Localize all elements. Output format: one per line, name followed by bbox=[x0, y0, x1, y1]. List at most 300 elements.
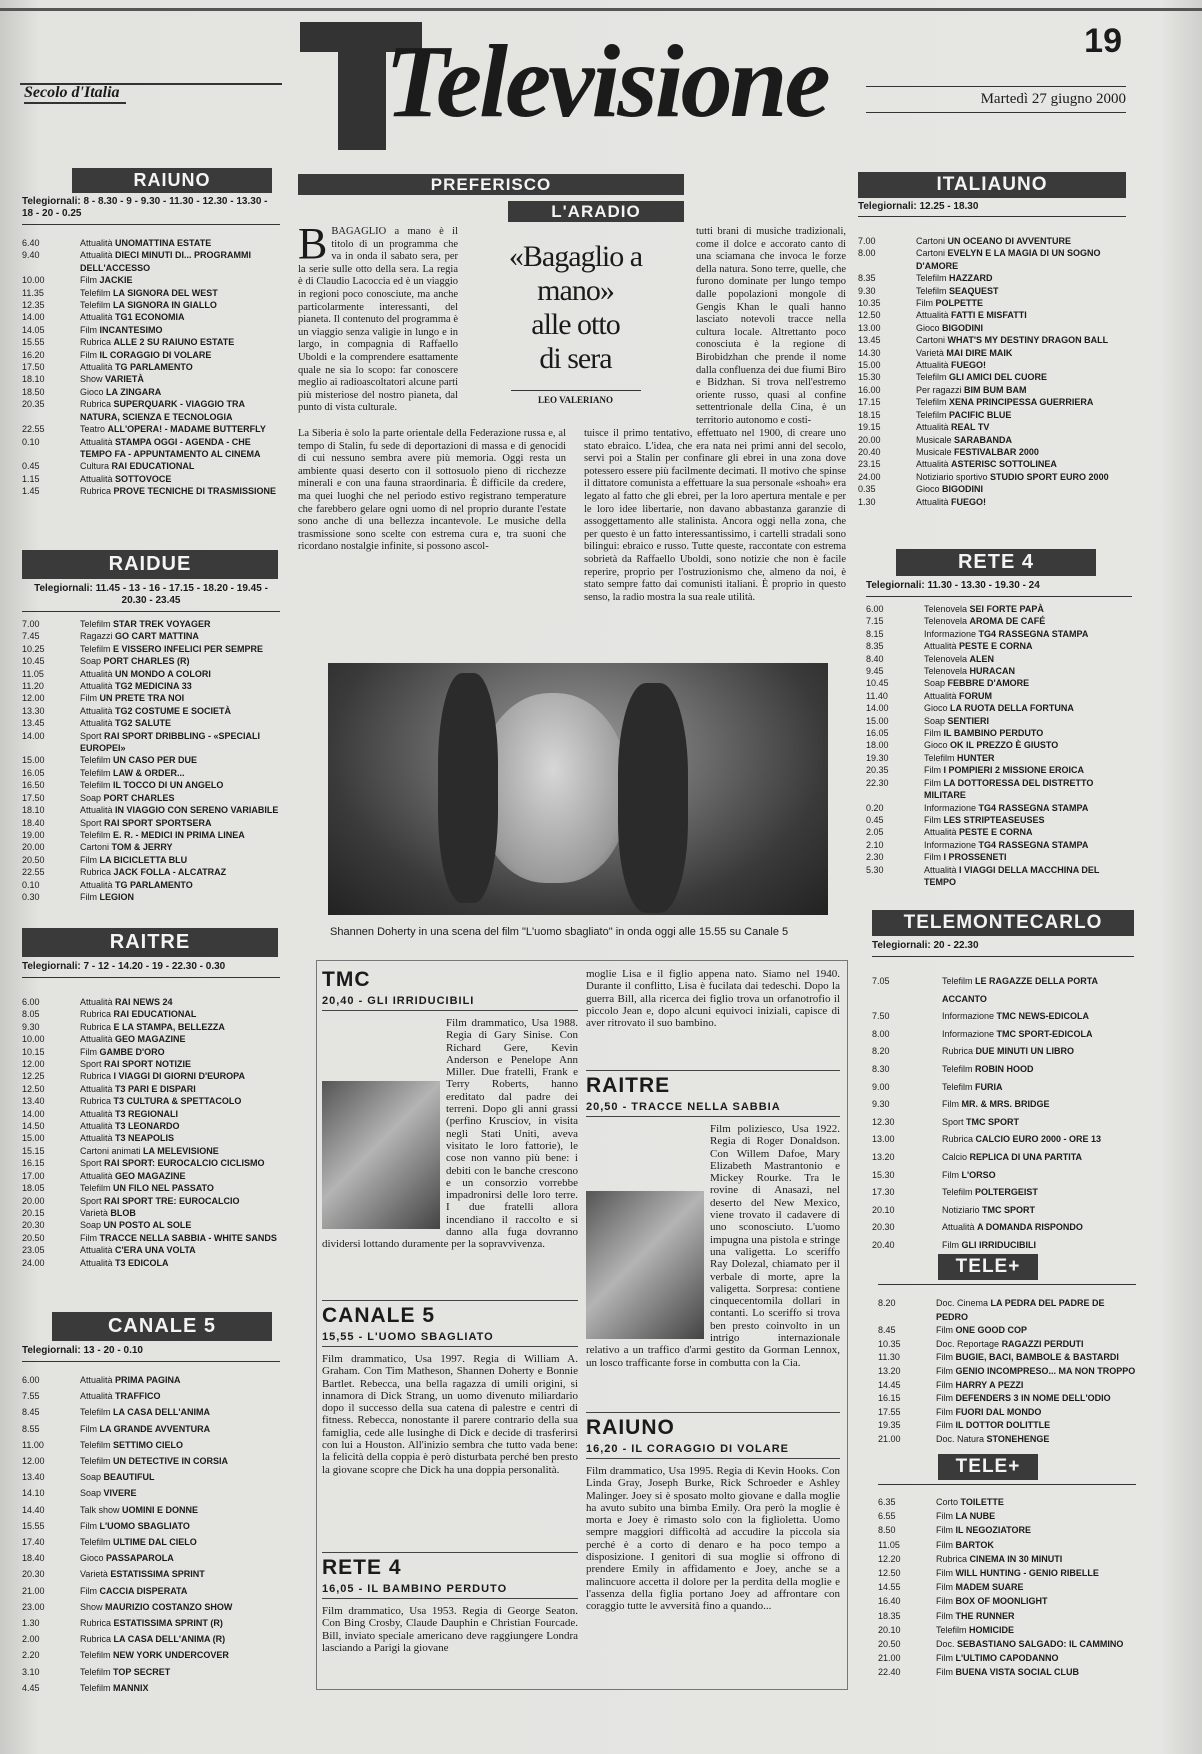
program-entry bbox=[80, 668, 280, 680]
program-title: PROVE TECNICHE DI TRASMISSIONE bbox=[113, 486, 277, 497]
telegiornali: Telegiornali: 20 - 22.30 bbox=[872, 936, 1134, 957]
program-genre: Telefilm bbox=[80, 619, 111, 629]
top-rule bbox=[0, 8, 1202, 11]
air-time: 9.45 bbox=[866, 666, 884, 677]
air-time: 13.45 bbox=[858, 335, 881, 346]
air-time: 8.30 bbox=[872, 1063, 890, 1074]
schedule-row bbox=[22, 692, 280, 704]
program-title: RAI NEWS 24 bbox=[115, 997, 173, 1007]
program-title: BIGODINI bbox=[942, 322, 984, 333]
schedule-row bbox=[22, 879, 280, 891]
air-time: 8.05 bbox=[22, 1009, 40, 1020]
air-time: 5.30 bbox=[866, 864, 884, 875]
schedule-row bbox=[22, 324, 280, 336]
schedule-row bbox=[866, 839, 1132, 851]
program-genre: Film bbox=[936, 1393, 953, 1404]
schedule-row bbox=[872, 1202, 1134, 1220]
air-time: 11.05 bbox=[878, 1539, 900, 1550]
air-time: 18.35 bbox=[878, 1610, 901, 1621]
schedule-row bbox=[878, 1433, 1136, 1447]
air-time: 14.40 bbox=[22, 1504, 45, 1515]
program-entry bbox=[942, 1008, 1134, 1026]
program-genre: Musicale bbox=[916, 434, 952, 445]
review-body: Film poliziesco, Usa 1922. Regia di Roger Donaldson. Con Willem Dafoe, Mary Elizabeth Mastrantonio e Mickey Rourke. Tra le rovine di Anasazi, nel deserto del New Mexico, viene trovato il cadavere di uno sconosciuto. L'uomo impugna una pistola e stringe una valigetta. Lo sceriffo Ray Dolezal, chiamato per il verbale di morte, apre la valigetta. Sorpresa: contiene cinquecentomila dollari in contanti. Lo sceriffo si trova ben presto coinvolto in un intrigo internazionale relativo a un traffico d'armi gestito da Gorman Lennox, un losco trafficante forse in combutta con la Cia. bbox=[586, 1123, 840, 1369]
program-entry bbox=[80, 705, 280, 717]
program-title: LES STRIPTEASEUSES bbox=[943, 814, 1045, 825]
program-entry bbox=[936, 1538, 1136, 1552]
air-time: 10.25 bbox=[22, 643, 45, 654]
program-genre: Cartoni bbox=[916, 335, 946, 346]
schedule-row bbox=[22, 386, 280, 398]
program-entry bbox=[936, 1665, 1136, 1679]
program-title: STUDIO SPORT EURO 2000 bbox=[990, 471, 1109, 482]
program-title: TOM & JERRY bbox=[111, 842, 173, 853]
program-title: THE RUNNER bbox=[955, 1610, 1015, 1621]
program-genre: Attualità bbox=[80, 805, 113, 816]
program-genre: Soap bbox=[924, 715, 946, 726]
masthead-logo: Secolo d'Italia bbox=[24, 84, 126, 104]
schedule-row bbox=[866, 777, 1132, 802]
schedule-row bbox=[22, 1550, 280, 1566]
program-entry bbox=[936, 1495, 1136, 1509]
air-time: 17.50 bbox=[22, 792, 45, 803]
program-genre: Film bbox=[936, 1352, 953, 1363]
schedule-list bbox=[872, 973, 1134, 1255]
program-genre: Attualità bbox=[80, 1375, 113, 1385]
air-time: 8.40 bbox=[866, 653, 884, 664]
program-entry bbox=[924, 665, 1132, 677]
program-entry bbox=[80, 655, 280, 667]
schedule-row bbox=[858, 285, 1126, 297]
air-time: 16.20 bbox=[22, 349, 45, 360]
program-genre: Talk show bbox=[80, 1504, 120, 1515]
program-entry bbox=[924, 802, 1132, 814]
schedule-row bbox=[22, 473, 280, 485]
air-time: 17.40 bbox=[22, 1537, 45, 1548]
review-slot: 15,55 - L'UOMO SBAGLIATO bbox=[322, 1331, 578, 1347]
air-time: 24.00 bbox=[22, 1257, 45, 1268]
schedule-list bbox=[878, 1297, 1136, 1447]
program-entry bbox=[916, 334, 1126, 346]
air-time: 17.55 bbox=[878, 1406, 901, 1417]
schedule-row bbox=[22, 1108, 280, 1120]
program-entry bbox=[80, 436, 280, 461]
program-title: ONE GOOD COP bbox=[955, 1325, 1028, 1336]
program-title: ULTIME DAL CIELO bbox=[113, 1537, 197, 1548]
channel-italiauno bbox=[858, 172, 1126, 508]
program-genre: Telenovela bbox=[924, 666, 968, 677]
air-time: 7.05 bbox=[872, 976, 890, 986]
air-time: 8.20 bbox=[872, 1046, 890, 1057]
schedule-row bbox=[858, 458, 1126, 470]
schedule-row bbox=[866, 677, 1132, 689]
program-genre: Film bbox=[80, 1423, 97, 1434]
air-time: 14.45 bbox=[878, 1379, 901, 1390]
program-entry bbox=[924, 715, 1132, 727]
schedule-row bbox=[872, 1008, 1134, 1026]
program-genre: Telefilm bbox=[80, 829, 111, 840]
program-title: ALLE 2 SU RAIUNO ESTATE bbox=[113, 337, 235, 348]
program-entry bbox=[80, 1219, 280, 1231]
program-genre: Telenovela bbox=[924, 616, 968, 627]
review-channel: CANALE 5 bbox=[322, 1300, 578, 1328]
program-genre: Film bbox=[942, 1099, 959, 1110]
schedule-row bbox=[22, 1534, 280, 1550]
program-title: PORT CHARLES (R) bbox=[103, 656, 190, 667]
program-entry bbox=[80, 1388, 280, 1404]
program-entry bbox=[916, 309, 1126, 321]
schedule-row bbox=[22, 311, 280, 323]
program-title: SARABANDA bbox=[954, 434, 1013, 445]
program-genre: Telefilm bbox=[916, 409, 947, 420]
program-genre: Attualità bbox=[80, 362, 113, 373]
schedule-row bbox=[866, 615, 1132, 627]
review-slot: 20,40 - GLI IRRIDUCIBILI bbox=[322, 995, 578, 1011]
air-time: 17.15 bbox=[858, 397, 881, 408]
review-body: Film drammatico, Usa 1995. Regia di Kevin Hooks. Con Linda Gray, Joseph Burke, Rick Schroeder e Ashley Malinger. Joey si è sposato molto giovane e dalla moglie ha avuto subito una bimba Emily. Ora però la moglie è morta e Joey è rimasto solo con la figlioletta. Uomo sempre maggiori difficoltà ad accudire la piccola sia perché è a corto di denaro e ha poco tempo a disposizione. I genitori di sua moglie si offrono di prendere Emily in affidamento e Joey, anche se a malincuore accetta il dolore per la perdita della moglie e l'assenza della figlia portano Joey ad affrontare con coraggio tutte le avversità fino a quando... bbox=[586, 1465, 840, 1613]
program-entry bbox=[80, 1615, 280, 1631]
program-genre: Film bbox=[924, 852, 941, 863]
air-time: 2.10 bbox=[866, 839, 884, 850]
schedule-row bbox=[22, 891, 280, 903]
program-genre: Attualità bbox=[80, 1034, 113, 1045]
air-time: 20.30 bbox=[22, 1220, 45, 1231]
program-genre: Film bbox=[936, 1539, 953, 1550]
program-title: BEAUTIFUL bbox=[103, 1472, 155, 1483]
air-time: 13.40 bbox=[22, 1472, 45, 1483]
air-time: 14.30 bbox=[858, 347, 881, 358]
program-genre: Attualità bbox=[916, 310, 949, 321]
schedule-row bbox=[22, 1058, 280, 1070]
program-title: GO CART MATTINA bbox=[115, 631, 199, 642]
program-genre: Cultura bbox=[80, 461, 110, 472]
feature-column-a: La Siberia è solo la parte orientale della Federazione russa e, al tempo di Stalin, fu sede di deportazioni di massa e di genocidi di cui nessuno sembra avere più memoria. Oggi resta un ambiente quasi deserto con il sottosuolo pieno di ricchezze minerali e con una fauna straordinaria. È difficile da credere, ma quei luoghi che nel periodo estivo registrano temperature che farebbero gelare ogni uomo di nel proprio durante l'estate sono anche di una bellezza incantevole. Le musiche della trasmissione sono scelte con estrema cura e, tra suoni che ricordano nostalgie infinite, si possono ascol- bbox=[298, 428, 566, 553]
program-genre: Telefilm bbox=[80, 780, 111, 791]
schedule-row bbox=[858, 334, 1126, 346]
program-genre: Sport bbox=[942, 1116, 964, 1127]
schedule-row bbox=[878, 1495, 1136, 1509]
program-genre: Rubrica bbox=[80, 867, 112, 878]
program-genre: Sport bbox=[80, 1158, 102, 1169]
air-time: 8.00 bbox=[858, 248, 876, 259]
schedule-row bbox=[22, 1195, 280, 1207]
air-time: 21.00 bbox=[22, 1585, 45, 1596]
air-time: 8.35 bbox=[866, 641, 884, 652]
schedule-row bbox=[22, 1120, 280, 1132]
schedule-row bbox=[858, 396, 1126, 408]
air-time: 21.00 bbox=[878, 1653, 901, 1664]
review-tmc-continued bbox=[586, 968, 840, 1029]
program-genre: Telefilm bbox=[80, 287, 111, 298]
schedule-row bbox=[858, 496, 1126, 508]
program-title: UN POSTO AL SOLE bbox=[103, 1220, 192, 1231]
program-entry bbox=[80, 1157, 280, 1169]
program-title: INCANTESIMO bbox=[99, 324, 163, 335]
schedule-row bbox=[878, 1351, 1136, 1365]
program-title: ESTATISSIMA SPRINT (R) bbox=[113, 1618, 223, 1629]
program-genre: Film bbox=[80, 1046, 97, 1057]
schedule-row bbox=[878, 1637, 1136, 1651]
air-time: 16.15 bbox=[878, 1393, 901, 1404]
schedule-row bbox=[878, 1392, 1136, 1406]
review-photo bbox=[322, 1081, 440, 1229]
program-title: LA CASA DELL'ANIMA bbox=[113, 1407, 210, 1418]
program-genre: Telenovela bbox=[924, 653, 968, 664]
air-time: 21.00 bbox=[878, 1433, 901, 1444]
program-title: GENIO INCOMPRESO... MA NON TROPPO bbox=[955, 1365, 1136, 1376]
program-genre: Rubrica bbox=[80, 1009, 112, 1020]
program-genre: Film bbox=[80, 854, 97, 865]
program-genre: Attualità bbox=[80, 668, 113, 679]
program-title: TG4 RASSEGNA STAMPA bbox=[978, 628, 1089, 639]
program-entry bbox=[916, 396, 1126, 408]
program-entry bbox=[916, 371, 1126, 383]
review-photo bbox=[586, 1191, 704, 1339]
program-genre: Telefilm bbox=[80, 1666, 111, 1677]
air-time: 8.35 bbox=[858, 273, 876, 284]
program-genre: Telefilm bbox=[80, 1650, 111, 1661]
program-genre: Telefilm bbox=[80, 300, 111, 311]
schedule-row bbox=[22, 1583, 280, 1599]
program-title: BARTOK bbox=[955, 1539, 994, 1550]
schedule-row bbox=[872, 1149, 1134, 1167]
air-time: 2.00 bbox=[22, 1634, 40, 1645]
schedule-row bbox=[22, 1219, 280, 1231]
program-genre: Cartoni animati bbox=[80, 1145, 141, 1156]
air-time: 18.15 bbox=[858, 409, 881, 420]
telegiornali: Telegiornali: 13 - 20 - 0.10 bbox=[22, 1341, 280, 1362]
program-genre: Film bbox=[936, 1667, 953, 1678]
program-genre: Film bbox=[936, 1325, 953, 1336]
schedule-list bbox=[22, 1372, 280, 1696]
program-title: JACK FOLLA - ALCATRAZ bbox=[113, 867, 227, 878]
program-entry bbox=[936, 1651, 1136, 1665]
program-genre: Telefilm bbox=[942, 976, 973, 986]
review-rete4 bbox=[322, 1552, 578, 1654]
air-time: 16.50 bbox=[22, 780, 45, 791]
air-time: 10.15 bbox=[22, 1046, 45, 1057]
program-entry bbox=[942, 1043, 1134, 1061]
telegiornali: Telegiornali: 11.45 - 13 - 16 - 17.15 - 18.20 - 19.45 - 20.30 - 23.45 bbox=[22, 579, 280, 612]
program-genre: Telefilm bbox=[942, 1187, 973, 1198]
program-title: UN DETECTIVE IN CORSIA bbox=[113, 1456, 229, 1467]
program-genre: Gioco bbox=[924, 703, 948, 714]
program-genre: Informazione bbox=[924, 839, 977, 850]
program-title: MANNIX bbox=[113, 1682, 149, 1693]
program-title: LA RUOTA DELLA FORTUNA bbox=[950, 703, 1074, 714]
program-title: T3 PARI E DISPARI bbox=[115, 1083, 196, 1094]
program-title: E. R. - MEDICI IN PRIMA LINEA bbox=[113, 829, 245, 840]
air-time: 22.55 bbox=[22, 424, 45, 435]
air-time: 11.20 bbox=[22, 681, 44, 692]
schedule-row bbox=[22, 1033, 280, 1045]
program-title: STAR TREK VOYAGER bbox=[113, 619, 211, 629]
channel-header: RAIUNO bbox=[72, 168, 272, 193]
program-title: A DOMANDA RISPONDO bbox=[977, 1222, 1083, 1233]
schedule-row bbox=[858, 347, 1126, 359]
pull-quote bbox=[468, 240, 683, 405]
program-entry bbox=[942, 1237, 1134, 1255]
program-entry bbox=[80, 473, 280, 485]
air-time: 18.40 bbox=[22, 817, 45, 828]
program-title: RAI EDUCATIONAL bbox=[111, 461, 195, 472]
program-genre: Sport bbox=[80, 1195, 102, 1206]
program-title: WHAT'S MY DESTINY DRAGON BALL bbox=[947, 335, 1109, 346]
air-time: 0.10 bbox=[22, 879, 40, 890]
program-entry bbox=[80, 1170, 280, 1182]
air-time: 6.00 bbox=[866, 604, 884, 614]
air-time: 8.55 bbox=[22, 1423, 40, 1434]
program-title: PESTE E CORNA bbox=[959, 827, 1033, 838]
program-title: MADEM SUARE bbox=[955, 1582, 1024, 1593]
schedule-row bbox=[22, 1615, 280, 1631]
air-time: 13.45 bbox=[22, 718, 45, 729]
program-entry bbox=[80, 299, 280, 311]
air-time: 16.05 bbox=[866, 728, 889, 739]
program-title: DIECI MINUTI DI... PROGRAMMI DELL'ACCESSO bbox=[80, 250, 252, 273]
program-title: TG4 RASSEGNA STAMPA bbox=[978, 802, 1089, 813]
program-genre: Doc. Reportage bbox=[936, 1338, 1000, 1349]
program-genre: Telefilm bbox=[80, 755, 111, 766]
program-title: HARRY A PEZZI bbox=[955, 1379, 1024, 1390]
air-time: 12.00 bbox=[22, 693, 45, 704]
channel-header: TELE+ bbox=[938, 1254, 1038, 1280]
program-title: TMC NEWS-EDICOLA bbox=[996, 1011, 1090, 1022]
program-entry bbox=[924, 777, 1132, 802]
program-genre: Teatro bbox=[80, 424, 106, 435]
program-genre: Attualità bbox=[80, 312, 113, 323]
program-genre: Attualità bbox=[80, 1133, 113, 1144]
program-entry bbox=[80, 804, 280, 816]
air-time: 14.55 bbox=[878, 1582, 901, 1593]
schedule-row bbox=[22, 299, 280, 311]
program-entry bbox=[916, 322, 1126, 334]
program-entry bbox=[936, 1580, 1136, 1594]
program-genre: Attualità bbox=[924, 864, 957, 875]
program-genre: Attualità bbox=[80, 250, 113, 261]
program-entry bbox=[924, 851, 1132, 863]
schedule-row bbox=[22, 754, 280, 766]
air-time: 20.10 bbox=[878, 1624, 901, 1635]
program-entry bbox=[80, 1664, 280, 1680]
program-entry bbox=[936, 1637, 1136, 1651]
schedule-row bbox=[22, 287, 280, 299]
program-entry bbox=[80, 1145, 280, 1157]
portrait-hair-left bbox=[438, 673, 498, 903]
program-genre: Notiziario sportivo bbox=[916, 471, 988, 482]
program-genre: Attualità bbox=[80, 238, 113, 248]
air-time: 20.30 bbox=[872, 1222, 895, 1233]
program-title: BIGODINI bbox=[942, 484, 984, 495]
schedule-row bbox=[866, 814, 1132, 826]
program-entry bbox=[80, 1534, 280, 1550]
program-title: REPLICA DI UNA PARTITA bbox=[969, 1151, 1083, 1162]
review-canale5 bbox=[322, 1300, 578, 1476]
program-genre: Film bbox=[924, 728, 941, 739]
schedule-row bbox=[878, 1566, 1136, 1580]
program-entry bbox=[80, 1583, 280, 1599]
program-genre: Soap bbox=[80, 792, 102, 803]
program-entry bbox=[942, 1026, 1134, 1044]
program-title: GAMBE D'ORO bbox=[99, 1046, 165, 1057]
program-entry bbox=[80, 423, 280, 435]
program-entry bbox=[936, 1609, 1136, 1623]
program-entry bbox=[916, 297, 1126, 309]
channel-header: CANALE 5 bbox=[52, 1312, 272, 1341]
program-genre: Rubrica bbox=[942, 1134, 974, 1145]
schedule-row bbox=[22, 1664, 280, 1680]
program-entry bbox=[80, 996, 280, 1008]
air-time: 16.05 bbox=[22, 767, 45, 778]
program-title: TOP SECRET bbox=[113, 1666, 171, 1677]
program-title: FATTI E MISFATTI bbox=[951, 310, 1027, 321]
program-title: L'ULTIMO CAPODANNO bbox=[955, 1653, 1059, 1664]
program-genre: Attualità bbox=[924, 641, 957, 652]
program-title: UN PRETE TRA NOI bbox=[99, 693, 185, 704]
program-title: FORUM bbox=[959, 690, 993, 701]
program-entry bbox=[936, 1509, 1136, 1523]
air-time: 6.35 bbox=[878, 1497, 896, 1507]
telegiornali: Telegiornali: 8 - 8.30 - 9 - 9.30 - 11.30 - 12.30 - 13.30 - 18 - 20 - 0.25 bbox=[22, 193, 280, 225]
program-genre: Film bbox=[916, 298, 933, 309]
program-genre: Attualità bbox=[80, 1391, 113, 1402]
program-genre: Soap bbox=[80, 1488, 102, 1499]
program-entry bbox=[80, 1485, 280, 1501]
program-entry bbox=[80, 386, 280, 398]
schedule-row bbox=[22, 237, 280, 249]
schedule-row bbox=[872, 1079, 1134, 1097]
schedule-row bbox=[878, 1419, 1136, 1433]
schedule-row bbox=[22, 1453, 280, 1469]
air-time: 12.50 bbox=[22, 1083, 45, 1094]
program-entry bbox=[80, 1021, 280, 1033]
program-title: LA SIGNORA IN GIALLO bbox=[113, 300, 217, 311]
air-time: 1.45 bbox=[22, 486, 40, 497]
program-genre: Sport bbox=[80, 730, 102, 741]
program-title: EVELYN E LA MAGIA DI UN SOGNO D'AMORE bbox=[916, 248, 1101, 271]
program-title: PACIFIC BLUE bbox=[949, 409, 1012, 420]
channel-canale5 bbox=[22, 1312, 280, 1696]
page-number: 19 bbox=[1084, 22, 1122, 60]
schedule-row bbox=[872, 1114, 1134, 1132]
air-time: 18.05 bbox=[22, 1183, 45, 1194]
program-title: LA CASA DELL'ANIMA (R) bbox=[113, 1634, 226, 1645]
program-title: T3 NEAPOLIS bbox=[115, 1133, 175, 1144]
program-entry bbox=[924, 690, 1132, 702]
program-genre: Informazione bbox=[924, 628, 977, 639]
program-entry bbox=[80, 1120, 280, 1132]
program-genre: Attualità bbox=[80, 718, 113, 729]
program-title: IL CORAGGIO DI VOLARE bbox=[99, 349, 212, 360]
schedule-row bbox=[878, 1538, 1136, 1552]
program-genre: Film bbox=[936, 1420, 953, 1431]
program-entry bbox=[80, 1469, 280, 1485]
schedule-row bbox=[22, 336, 280, 348]
air-time: 10.00 bbox=[22, 275, 45, 286]
program-entry bbox=[942, 1184, 1134, 1202]
program-title: BUENA VISTA SOCIAL CLUB bbox=[955, 1667, 1080, 1678]
program-entry bbox=[916, 458, 1126, 470]
program-genre: Film bbox=[924, 765, 941, 776]
schedule-row bbox=[22, 1631, 280, 1647]
program-title: GEO MAGAZINE bbox=[115, 1034, 186, 1045]
air-time: 18.00 bbox=[866, 740, 889, 751]
channel-teleplus-2 bbox=[878, 1454, 1136, 1680]
program-genre: Attualità bbox=[916, 360, 949, 371]
program-title: WILL HUNTING - GENIO RIBELLE bbox=[955, 1568, 1099, 1579]
program-genre: Film bbox=[80, 891, 97, 902]
program-entry bbox=[942, 1061, 1134, 1079]
